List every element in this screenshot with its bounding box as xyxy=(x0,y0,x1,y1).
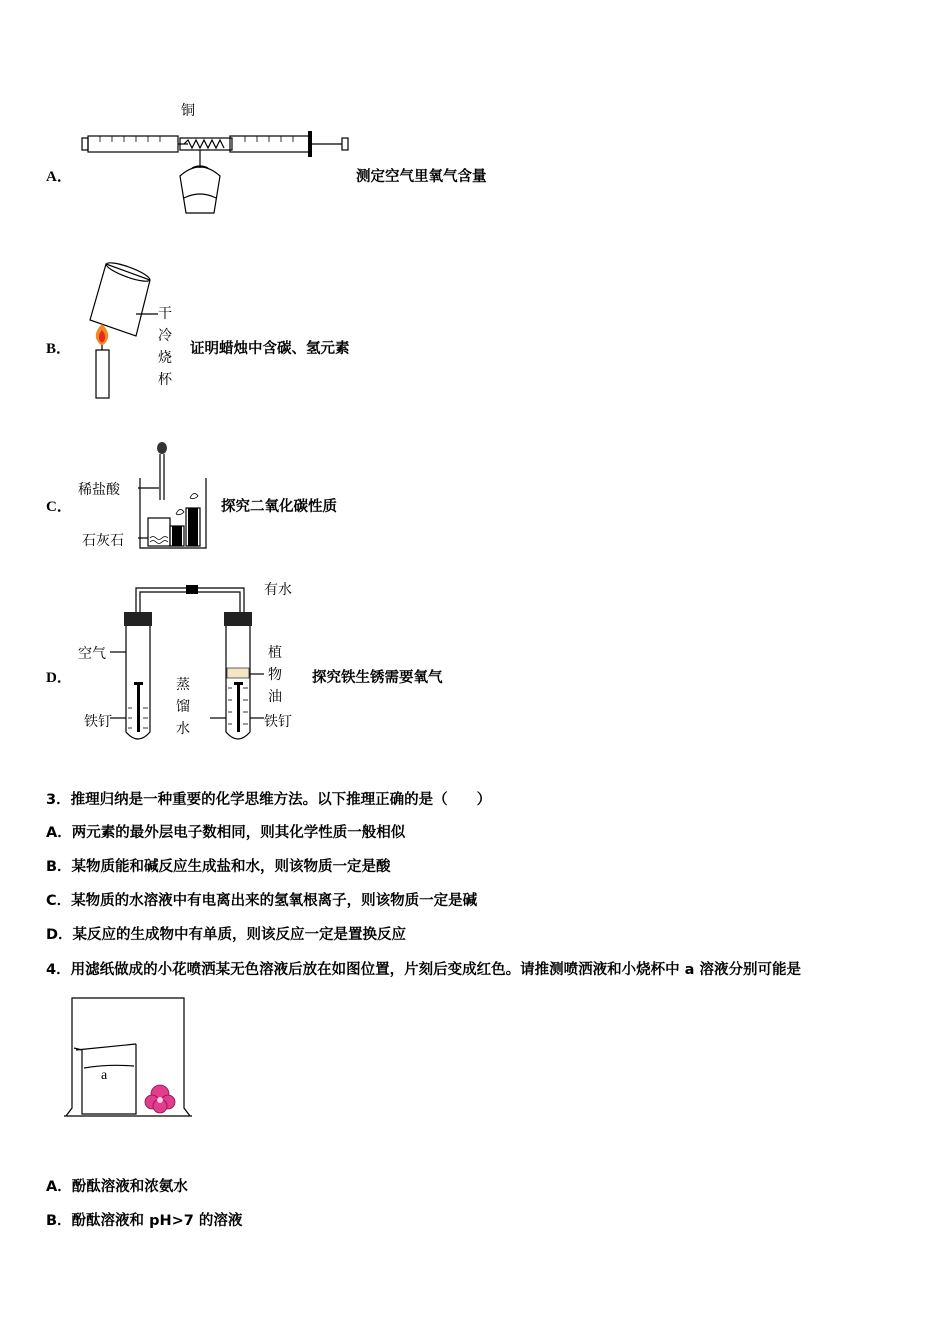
question-4-stem: 4．用滤纸做成的小花喷洒某无色溶液后放在如图位置，片刻后变成红色。请推测喷洒液和小烧杯中 a 溶液分别可能是 xyxy=(46,962,801,978)
co2-beaker-diagram xyxy=(130,442,210,552)
question-4-option-b: B．酚酞溶液和 pH>7 的溶液 xyxy=(46,1213,243,1229)
dry-cold-beaker-label: 干冷烧杯 xyxy=(158,306,172,388)
option-d-caption: 探究铁生锈需要氧气 xyxy=(312,670,443,686)
bell-jar-flower-diagram xyxy=(64,994,194,1122)
question-3-option-d: D．某反应的生成物中有单质，则该反应一定是置换反应 xyxy=(46,927,407,943)
iron-nail-right-label: 铁钉 xyxy=(264,714,292,730)
vegetable-oil-label: 植物油 xyxy=(268,645,282,705)
question-3-option-a: A．两元素的最外层电子数相同，则其化学性质一般相似 xyxy=(46,825,406,841)
copper-label: 铜 xyxy=(181,103,195,119)
limestone-label: 石灰石 xyxy=(82,533,124,549)
option-d-letter: D． xyxy=(46,670,72,686)
solution-a-label: a xyxy=(101,1068,108,1083)
syringe-apparatus-diagram xyxy=(80,118,360,223)
question-3-option-c: C．某物质的水溶液中有电离出来的氢氧根离子，则该物质一定是碱 xyxy=(46,893,478,909)
option-b-letter: B． xyxy=(46,341,72,357)
option-c-caption: 探究二氧化碳性质 xyxy=(221,499,337,515)
question-3-stem: 3．推理归纳是一种重要的化学思维方法。以下推理正确的是（ ） xyxy=(46,792,492,808)
option-a-letter: A． xyxy=(46,169,72,185)
option-c-letter: C． xyxy=(46,499,72,515)
dilute-hcl-label: 稀盐酸 xyxy=(78,482,120,498)
iron-rust-tubes-diagram xyxy=(110,580,270,745)
question-4-option-a: A．酚酞溶液和浓氨水 xyxy=(46,1179,188,1195)
question-3-option-b: B．某物质能和碱反应生成盐和水，则该物质一定是酸 xyxy=(46,859,391,875)
candle-beaker-diagram xyxy=(78,262,158,402)
water-label: 有水 xyxy=(264,582,292,598)
option-a-caption: 测定空气里氧气含量 xyxy=(356,169,487,185)
air-label: 空气 xyxy=(78,646,106,662)
iron-nail-left-label: 铁钉 xyxy=(84,714,112,730)
distilled-water-label: 蒸馏水 xyxy=(176,677,190,737)
option-b-caption: 证明蜡烛中含碳、氢元素 xyxy=(190,341,350,357)
